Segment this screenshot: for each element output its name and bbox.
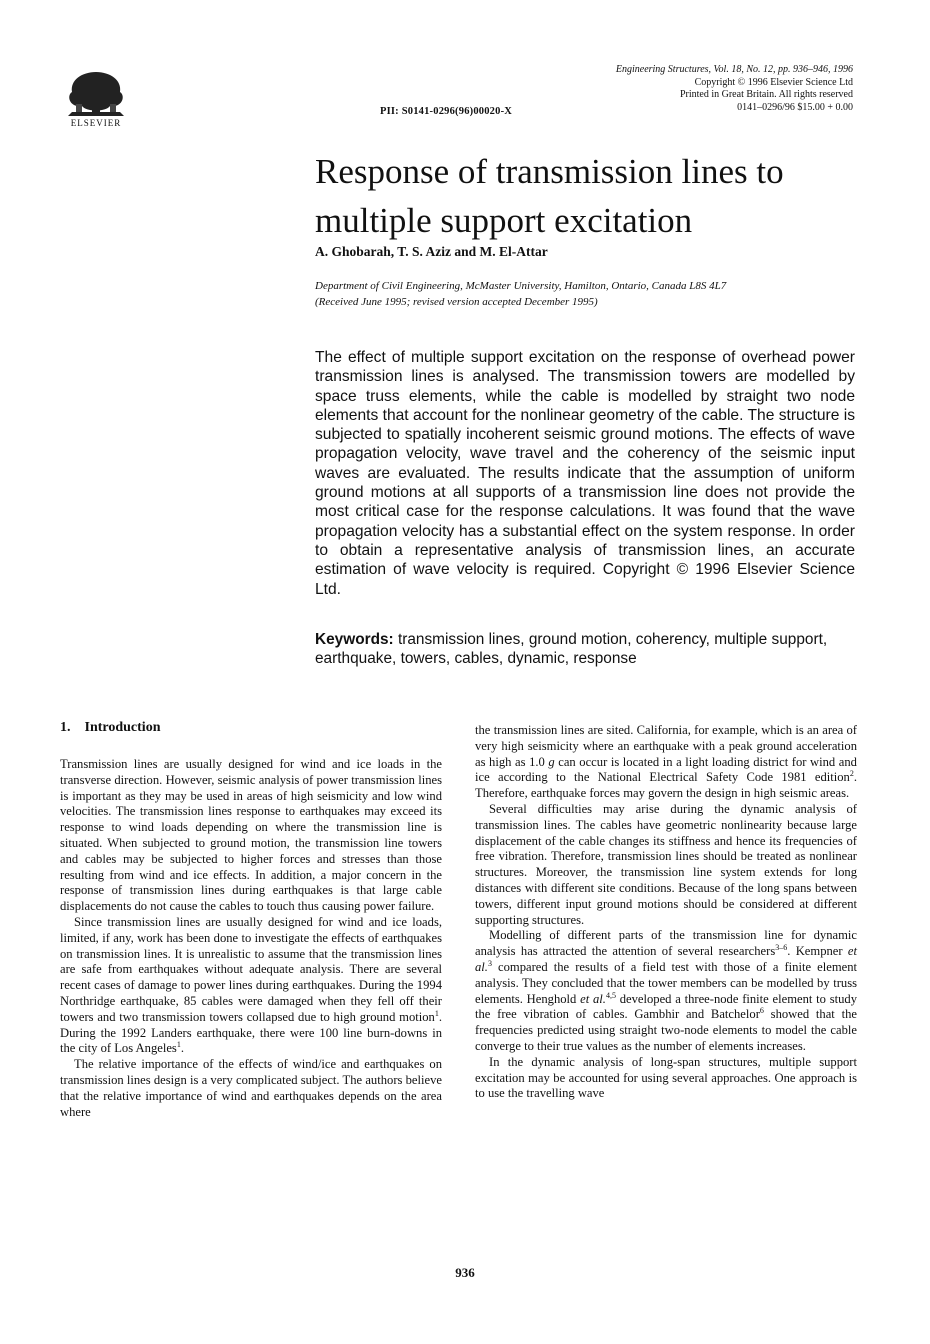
article-title: Response of transmission lines to multiple support excitation [315, 152, 784, 240]
price-line: 0141–0296/96 $15.00 + 0.00 [737, 101, 853, 113]
text-run: compared the results of a field test with those of a finite element analysis. They concluded that the tower members can be modelled by truss elements. Henghold [475, 959, 857, 1006]
citation: 4,5 [605, 990, 616, 1000]
paragraph: The relative importance of the effects of wind/ice and earthquakes on transmission lines design is a very complicated subject. The authors believe that the relative importance of wind and earthquakes depends on the area where [60, 1057, 442, 1119]
text-run: . Therefore, earthquake forces may govern the design in high seismic areas. [475, 770, 857, 801]
citation: 1 [434, 1008, 439, 1018]
citation: 6 [759, 1006, 764, 1016]
paragraph [475, 928, 857, 1054]
text-run: Since transmission lines are usually designed for wind and ice loads, limited, if any, work has been done to investigate the effects of earthquakes on transmission lines. It is unrealistic to assume that the transmission lines are safe from earthquakes without adequate analysis. There are several recent cases of damage to power lines during earthquakes. During the 1994 Northridge earthquake, 85 cables were damaged when they fell off their towers and two transmission towers collapsed due to high ground motion [60, 914, 442, 1024]
left-column [60, 757, 442, 1120]
text-run: developed a three-node finite element to study the free vibration of cables. Gambhir and Batchelor [475, 991, 858, 1022]
citation: 3–6 [775, 942, 788, 952]
pii-identifier: PII: S0141-0296(96)00020-X [380, 106, 513, 117]
text-run: et al. [475, 944, 857, 974]
paragraph: Transmission lines are usually designed for wind and ice loads in the transverse direction. However, seismic analysis of power transmission lines is important as they may be used in areas of high seismicity and low wind velocities. The transmission lines response to earthquakes may exceed its response to wind loads depending on where the transmission line is situated. When subjected to ground motion, the transmission line towers and cables may be subjected to higher forces and stresses than those resulting from wind and ice effects. In addition, a major concern in the response of transmission lines during earthquakes is that large cable displacements do not cause the cables to touch thus causing power failure. [60, 757, 442, 914]
text-run: et al. [580, 991, 606, 1006]
keywords [315, 630, 855, 669]
abstract [315, 348, 855, 599]
paragraph: Several difficulties may arise during the dynamic analysis of transmission lines. The cables have geometric nonlinearity because large displacement of the cable changes its stiffness and hence its frequencies of free vibration. Therefore, transmission lines should be treated as nonlinear structures. Moreover, the transmission line system extends for long distances with different site conditions. Because of the long spans between towers, different input ground motions should be considered at different supporting structures. [475, 801, 857, 927]
text-run: . During the 1992 Landers earthquake, there were 100 line burn-downs in the city of Los Angeles [60, 1009, 442, 1056]
section-title: Introduction [84, 720, 161, 735]
author-list: A. Ghobarah, T. S. Aziz and M. El-Attar [315, 244, 548, 259]
affiliation: Department of Civil Engineering, McMaster University, Hamilton, Ontario, Canada L8S 4L7 [315, 280, 727, 292]
paragraph [60, 915, 442, 1057]
keywords-label: Keywords: [315, 631, 394, 648]
citation: 2 [849, 769, 854, 779]
affiliation-block [315, 278, 875, 310]
section-heading [60, 720, 160, 736]
paragraph: In the dynamic analysis of long-span structures, multiple support excitation may be accounted for using several approaches. One approach is to use the travelling wave [475, 1054, 857, 1101]
copyright-line: Copyright © 1996 Elsevier Science Ltd [694, 76, 853, 88]
right-column [475, 723, 857, 1102]
journal-citation: Engineering Structures, Vol. 18, No. 12, pp. 936–946, 1996 [615, 64, 853, 75]
printed-line: Printed in Great Britain. All rights reserved [679, 89, 853, 101]
publisher-logo-text: ELSEVIER [70, 118, 122, 128]
unit-symbol: g [548, 754, 555, 769]
text-run: Modelling of different parts of the transmission line for dynamic analysis has attracted the attention of several researchers [475, 928, 857, 959]
publication-info [616, 64, 853, 114]
text-run: can occur is located in a light loading district for wind and ice according to the National Electrical Safety Code 1981 edition [475, 754, 857, 785]
abstract-text: The effect of multiple support excitation on the response of overhead power transmission lines is analysed. The transmission towers are modelled by space truss elements, while the cable is modelled by straight two node elements that account for the nonlinear geometry of the cable. The structure is subjected to spatially incoherent seismic ground motions. The effects of wave propagation velocity, wave travel and the coherency of the seismic input waves are evaluated. The results indicate that the assumption of uniform ground motions at all supports of a transmission line does not provide the most critical case for the response calculations. It was found that the wave propagation velocity has a substantial effect on the system response. In order to obtain a representative analysis of transmission lines, an accurate estimation of wave velocity is required. Copyright © 1996 Elsevier Science Ltd. [315, 349, 855, 598]
text-run: . Kempner [787, 944, 848, 959]
received-dates: (Received June 1995; revised version accepted December 1995) [315, 296, 598, 308]
page-number: 936 [455, 1265, 475, 1280]
keywords-text: transmission lines, ground motion, coherency, multiple support, earthquake, towers, cables, dynamic, response [315, 631, 828, 668]
text-run: showed that the frequencies predicted using straight two-node elements to model the cable converge to their true values as the number of elements increases. [475, 1007, 857, 1053]
citation: 3 [487, 958, 492, 968]
text-run: the transmission lines are sited. California, for example, which is an area of very high seismicity where an earthquake with a peak ground acceleration as high as 1.0 [475, 723, 857, 769]
text-run: . [180, 1041, 184, 1056]
paragraph [475, 723, 857, 802]
citation: 1 [176, 1040, 181, 1050]
section-number: 1. [60, 720, 71, 735]
